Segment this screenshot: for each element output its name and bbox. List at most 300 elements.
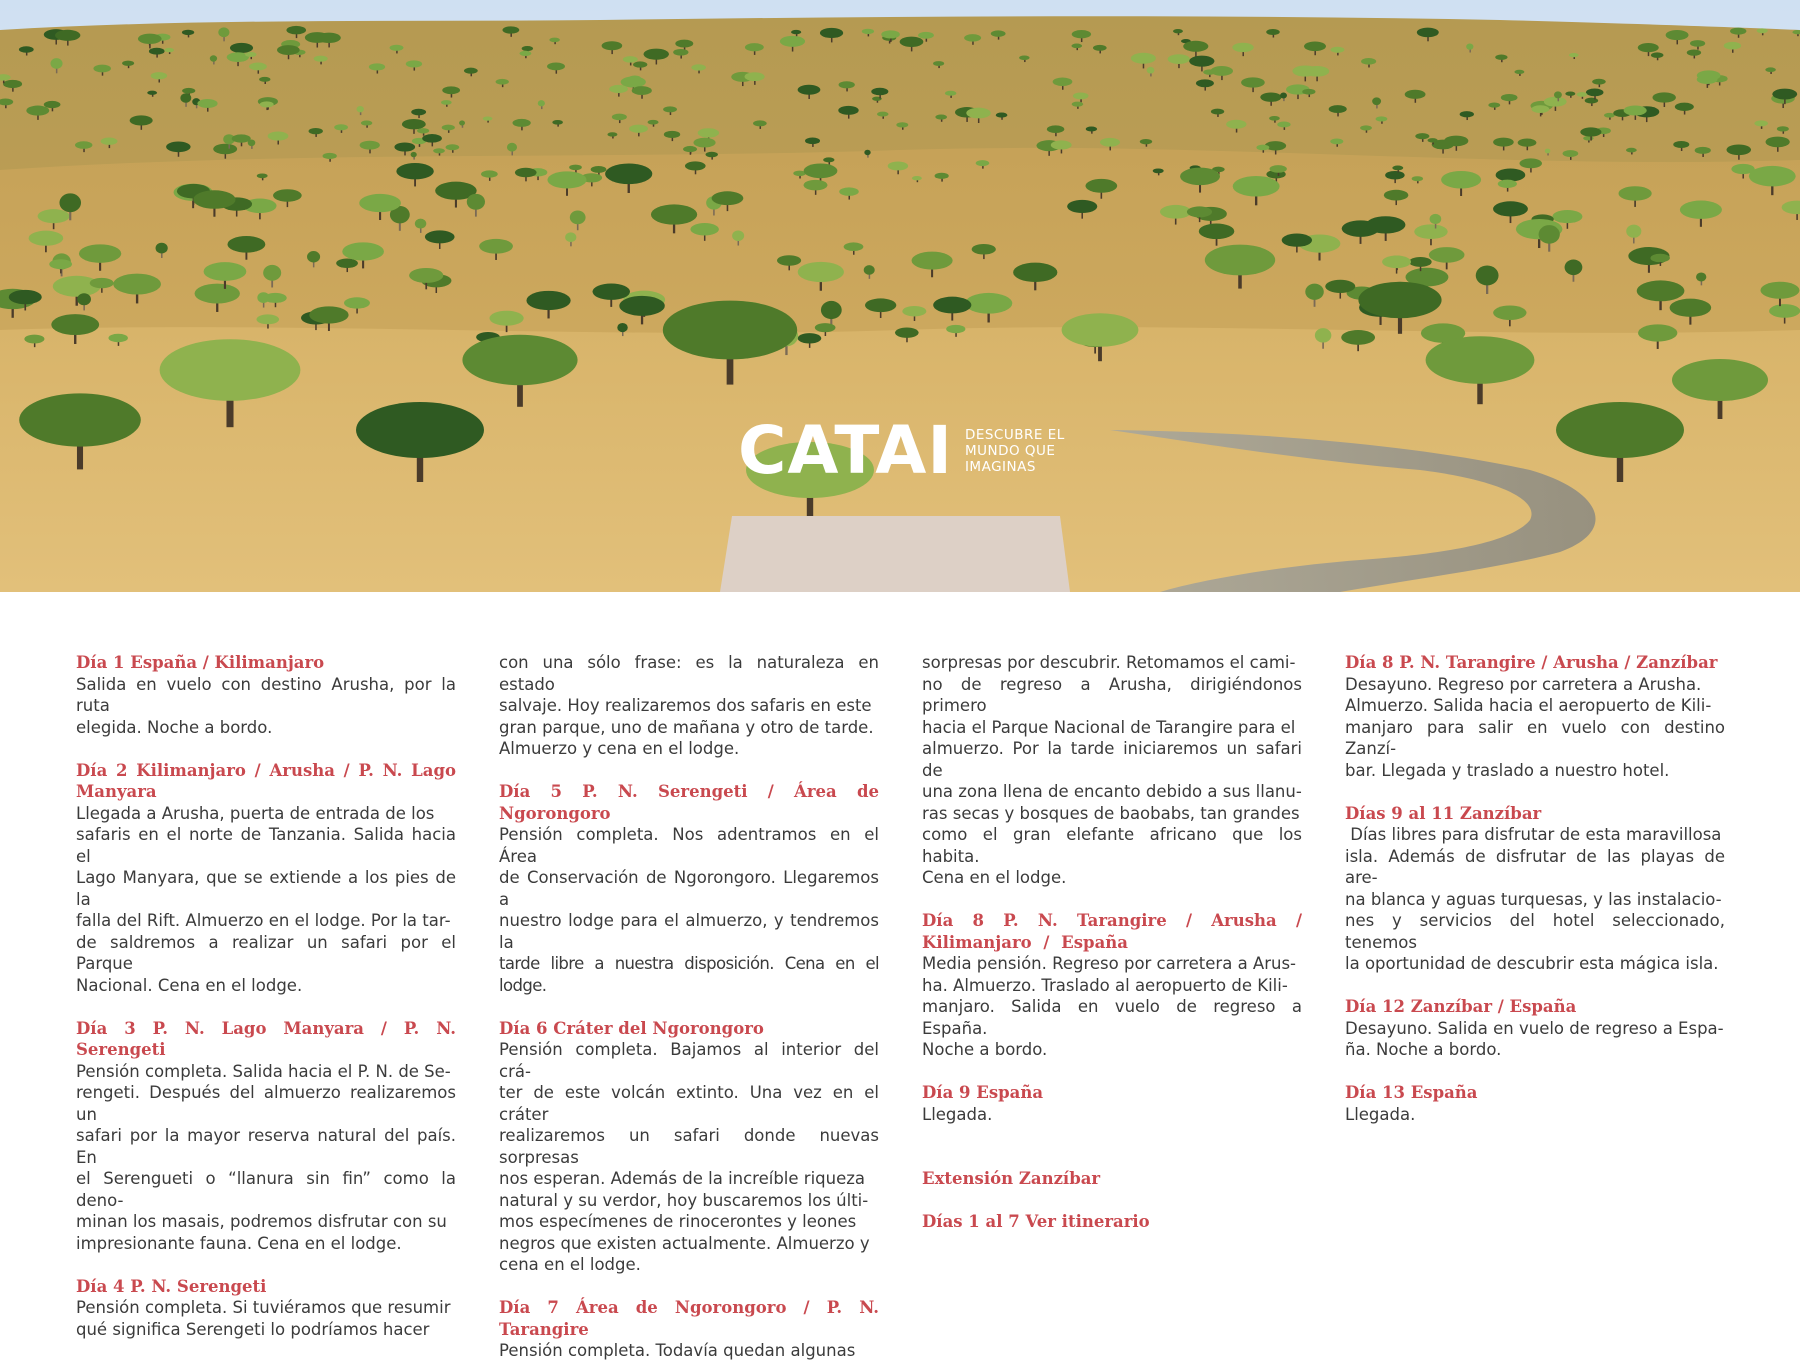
- tree-canopy: [1205, 245, 1275, 276]
- text-line: Llegada.: [1345, 1104, 1416, 1124]
- tree-canopy: [248, 139, 256, 146]
- catai-logo: [738, 412, 1065, 489]
- tree-canopy: [839, 81, 855, 88]
- tree-canopy: [1675, 103, 1694, 111]
- tree-canopy: [1441, 171, 1481, 189]
- tree-canopy: [51, 314, 99, 335]
- text-line: Desayuno. Regreso por carretera a Arusha.: [1345, 674, 1702, 694]
- text-line: Almuerzo. Salida hacia el aeropuerto de Kili-: [1345, 696, 1712, 715]
- tree-canopy: [918, 32, 934, 39]
- tree-canopy: [1666, 30, 1689, 40]
- tree-canopy: [26, 106, 49, 116]
- text-line: con una sólo frase: es la naturaleza en estado: [499, 653, 879, 694]
- tree-canopy: [623, 56, 638, 63]
- text-line: almuerzo. Por la tarde iniciaremos un safari de: [922, 739, 1302, 780]
- tree-canopy: [1652, 92, 1675, 102]
- tree-canopy: [259, 77, 270, 82]
- tree-canopy: [101, 138, 118, 145]
- tree-canopy: [1430, 214, 1442, 224]
- tree-canopy: [1493, 201, 1528, 216]
- tree-canopy: [1325, 280, 1355, 293]
- tree-canopy: [675, 40, 693, 48]
- tree-canopy: [844, 242, 864, 251]
- tree-canopy: [433, 148, 445, 153]
- tree-canopy: [149, 48, 165, 55]
- text-line: nos esperan. Además de la increíble riqueza: [499, 1169, 866, 1188]
- tree-canopy: [1385, 171, 1404, 180]
- tree-canopy: [1358, 282, 1441, 318]
- text-line: Media pensión. Regreso por carretera a Arus-: [922, 954, 1297, 973]
- tree-canopy: [1637, 280, 1685, 301]
- tree-canopy: [805, 138, 820, 145]
- tree-canopy: [24, 335, 44, 344]
- tree-canopy: [1563, 150, 1579, 157]
- tree-canopy: [1189, 56, 1214, 67]
- tree-canopy: [151, 72, 168, 79]
- tree-canopy: [1086, 127, 1097, 132]
- text-line: ha. Almuerzo. Traslado al aeropuerto de Kili-: [922, 975, 1288, 995]
- tree-canopy: [75, 141, 92, 149]
- tree-canopy: [1199, 224, 1235, 240]
- tree-canopy: [1493, 305, 1526, 320]
- tree-canopy: [1444, 136, 1468, 147]
- text-line: Noche a bordo.: [922, 1040, 1048, 1059]
- tree-canopy: [1476, 265, 1499, 285]
- tree-canopy: [1765, 67, 1776, 72]
- text-line: Desayuno. Salida en vuelo de regreso a Espa-: [1345, 1018, 1724, 1038]
- tree-canopy: [93, 65, 111, 73]
- tree-canopy: [838, 106, 858, 115]
- text-line: de Conservación de Ngorongoro. Llegaremos a: [499, 868, 879, 909]
- tree-canopy: [996, 113, 1008, 118]
- tree-canopy: [1409, 257, 1432, 267]
- text-line: elegida. Noche a bordo.: [76, 717, 273, 737]
- tree-canopy: [122, 61, 134, 66]
- tree-canopy: [182, 30, 194, 35]
- tree-canopy: [965, 293, 1012, 314]
- title-tab: [720, 516, 1070, 592]
- tree-canopy: [1376, 116, 1388, 121]
- tree-canopy: [976, 160, 990, 166]
- tree-canopy: [1256, 145, 1269, 151]
- text-line: tarde libre a nuestra disposición. Cena en el lodge.: [499, 954, 879, 995]
- tree-canopy: [90, 278, 114, 288]
- tree-canopy: [507, 143, 517, 152]
- tree-canopy: [3, 80, 22, 88]
- text-line: Días libres para disfrutar de esta maravillosa: [1345, 825, 1722, 844]
- tree-canopy: [38, 209, 70, 223]
- tree-canopy: [712, 191, 744, 205]
- tree-canopy: [411, 109, 426, 116]
- tree-canopy: [798, 333, 822, 343]
- text-line: Llegada a Arusha, puerta de entrada de los: [76, 803, 435, 823]
- tree-canopy: [1724, 42, 1741, 50]
- text-line: safaris en el norte de Tanzania. Salida hacia el: [76, 825, 456, 866]
- tree-canopy: [1173, 29, 1183, 33]
- tree-canopy: [467, 194, 485, 210]
- tree-canopy: [698, 128, 719, 137]
- day-heading: Día 4 P. N. Serengeti: [76, 1276, 267, 1296]
- tree-canopy: [406, 60, 422, 67]
- text-line: hacia el Parque Nacional de Tarangire para el: [922, 717, 1296, 737]
- tree-canopy: [791, 30, 801, 34]
- tree-canopy: [479, 239, 513, 254]
- tree-canopy: [691, 64, 706, 70]
- tree-canopy: [213, 144, 237, 154]
- tree-canopy: [1180, 168, 1220, 185]
- tree-canopy: [1670, 299, 1712, 317]
- day-heading: Día 8 P. N. Tarangire / Arusha / Zanzíbar: [1345, 653, 1718, 672]
- tree-canopy: [1673, 141, 1689, 148]
- day-heading: Día 1 España / Kilimanjaro: [76, 653, 325, 672]
- text-line: una zona llena de encanto debido a sus llanu-: [922, 782, 1302, 801]
- tree-canopy: [1651, 52, 1664, 58]
- tree-canopy: [1382, 255, 1411, 268]
- tree-canopy: [113, 274, 161, 295]
- tree-canopy: [268, 132, 289, 141]
- tree-canopy: [1072, 30, 1091, 38]
- tree-canopy: [1531, 105, 1549, 113]
- tree-canopy: [230, 43, 253, 53]
- tree-canopy: [1466, 43, 1473, 49]
- tree-canopy: [1302, 89, 1315, 95]
- text-line: manjaro. Salida en vuelo de regreso a España.: [922, 997, 1302, 1038]
- tree-canopy: [602, 41, 623, 50]
- tree-canopy: [1384, 190, 1408, 201]
- tree-canopy: [1569, 53, 1579, 57]
- tree-canopy: [422, 134, 442, 143]
- tree-canopy: [446, 144, 460, 150]
- tree-canopy: [1019, 55, 1030, 60]
- tree-canopy: [1624, 105, 1647, 115]
- day-heading: Día 12 Zanzíbar / España: [1345, 997, 1577, 1016]
- tree-canopy: [256, 314, 279, 324]
- text-line: manjaro para salir en vuelo con destino Zanzí-: [1345, 717, 1725, 758]
- tree-canopy: [991, 30, 1006, 36]
- text-line: como el gran elefante africano que los habita.: [922, 825, 1302, 866]
- tree-canopy: [864, 150, 870, 156]
- tree-canopy: [683, 146, 697, 152]
- tree-canopy: [227, 236, 265, 253]
- tree-canopy: [972, 244, 996, 255]
- tree-canopy: [1428, 138, 1438, 142]
- tree-canopy: [417, 128, 429, 133]
- tree-canopy: [273, 189, 302, 202]
- tree-canopy: [1577, 92, 1588, 97]
- text-line: gran parque, uno de mañana y otro de tarde.: [499, 717, 874, 737]
- tree-canopy: [1519, 158, 1542, 168]
- tree-canopy: [130, 115, 153, 125]
- tree-canopy: [218, 27, 229, 37]
- day-heading: Día 5 P. N. Serengeti / Área de Ngorongoro: [499, 782, 879, 823]
- text-line: Pensión completa. Salida hacia el P. N. de Se-: [76, 1061, 451, 1081]
- tree-canopy: [1696, 272, 1706, 281]
- text-line: ras secas y bosques de baobabs, tan grandes: [922, 803, 1300, 823]
- tree-canopy: [946, 325, 965, 333]
- text-line: Lago Manyara, que se extiende a los pies de la: [76, 868, 456, 909]
- tree-canopy: [1496, 168, 1526, 181]
- tree-canopy: [344, 297, 370, 308]
- tree-canopy: [933, 61, 944, 66]
- tree-canopy: [1366, 216, 1406, 233]
- tree-canopy: [204, 262, 247, 281]
- tree-canopy: [1100, 138, 1120, 147]
- tree-canopy: [442, 125, 455, 131]
- tree-canopy: [633, 61, 647, 67]
- tree-canopy: [1241, 77, 1265, 87]
- brand-name: CATAI: [738, 412, 953, 489]
- tree-canopy: [1417, 28, 1439, 38]
- tree-canopy: [629, 125, 648, 133]
- tree-canopy: [156, 243, 168, 254]
- tree-canopy: [277, 45, 300, 55]
- tree-canopy: [1153, 168, 1164, 173]
- tree-canopy: [648, 120, 659, 125]
- tree-canopy: [777, 255, 801, 266]
- tree-canopy: [1650, 254, 1670, 263]
- day-heading: Día 3 P. N. Lago Manyara / P. N. Serengeti: [76, 1018, 456, 1059]
- tree-canopy: [745, 43, 764, 51]
- text-line: cena en el lodge.: [499, 1255, 641, 1274]
- tree-canopy: [50, 58, 62, 69]
- tree-canopy: [673, 49, 688, 56]
- tree-canopy: [314, 56, 328, 62]
- tree-canopy: [411, 152, 417, 157]
- tree-canopy: [402, 119, 426, 129]
- tree-canopy: [1583, 136, 1593, 141]
- text-line: Llegada.: [922, 1104, 993, 1124]
- day-heading: Día 7 Área de Ngorongoro / P. N. Tarangire: [499, 1298, 879, 1339]
- tree-canopy: [323, 153, 337, 159]
- tree-canopy: [591, 166, 607, 173]
- tree-canopy: [1085, 179, 1117, 193]
- tree-canopy: [617, 323, 628, 332]
- tree-canopy: [1072, 102, 1083, 107]
- tree-canopy: [409, 268, 443, 283]
- tree-canopy: [964, 34, 981, 41]
- tree-canopy: [1495, 55, 1507, 60]
- tree-canopy: [935, 114, 947, 119]
- tree-canopy: [232, 134, 251, 142]
- tree-canopy: [1315, 328, 1331, 342]
- tree-canopy: [945, 91, 957, 96]
- tree-canopy: [1545, 149, 1551, 154]
- extension-subheading: Días 1 al 7 Ver itinerario: [922, 1212, 1150, 1231]
- tree-canopy: [1539, 225, 1560, 244]
- tree-canopy: [933, 297, 971, 314]
- text-line: Almuerzo y cena en el lodge.: [499, 739, 740, 758]
- tree-canopy: [309, 128, 323, 134]
- tree-canopy: [912, 176, 922, 180]
- tree-canopy: [77, 293, 91, 305]
- tree-canopy: [160, 339, 301, 401]
- tree-canopy: [865, 298, 896, 312]
- text-line: sorpresas por descubrir. Retomamos el cami-: [922, 653, 1296, 672]
- tree-canopy: [862, 29, 874, 34]
- day-heading: Días 9 al 11 Zanzíbar: [1345, 803, 1542, 823]
- tree-canopy: [780, 36, 805, 47]
- tree-canopy: [1330, 47, 1344, 53]
- text-line: ter de este volcán extinto. Una vez en el cráter: [499, 1083, 879, 1124]
- text-line: na blanca y aguas turquesas, y las instalacio-: [1345, 889, 1722, 909]
- tree-canopy: [1695, 147, 1711, 154]
- tree-canopy: [59, 193, 81, 212]
- tree-canopy: [1051, 140, 1072, 149]
- text-line: negros que existen actualmente. Almuerzo y: [499, 1233, 870, 1253]
- tree-canopy: [1415, 133, 1429, 139]
- tree-canopy: [864, 265, 875, 275]
- text-line: falla del Rift. Almuerzo en el lodge. Por la tar-: [76, 911, 451, 930]
- tree-canopy: [705, 152, 717, 157]
- tree-canopy: [1690, 40, 1705, 47]
- text-line: safari por la mayor reserva natural del país. En: [76, 1126, 456, 1167]
- tree-canopy: [570, 211, 586, 225]
- tree-canopy: [1727, 144, 1751, 155]
- tree-canopy: [49, 259, 72, 269]
- tree-canopy: [1501, 94, 1518, 101]
- tree-canopy: [823, 157, 834, 162]
- tree-canopy: [1232, 43, 1253, 52]
- tree-canopy: [1754, 120, 1768, 126]
- tree-canopy: [1405, 90, 1426, 99]
- tree-canopy: [663, 301, 797, 360]
- tree-canopy: [1680, 201, 1722, 219]
- tree-canopy: [1769, 304, 1800, 318]
- tree-canopy: [1305, 284, 1324, 300]
- itinerary-column-3: [922, 652, 1302, 1233]
- tree-canopy: [1556, 402, 1684, 458]
- tree-canopy: [753, 120, 767, 126]
- tree-canopy: [1626, 225, 1641, 238]
- tree-canopy: [195, 284, 240, 304]
- tree-canopy: [881, 30, 900, 38]
- text-line: de saldremos a realizar un safari por el Parque: [76, 932, 456, 973]
- text-line: nes y servicios del hotel seleccionado, tenemos: [1345, 911, 1725, 952]
- tree-canopy: [442, 86, 460, 94]
- tree-canopy: [1160, 205, 1191, 219]
- text-line: Salida en vuelo con destino Arusha, por la ruta: [76, 674, 456, 715]
- tree-canopy: [1270, 165, 1287, 173]
- tree-canopy: [1518, 139, 1537, 147]
- tree-canopy: [888, 161, 908, 170]
- tree-canopy: [1329, 105, 1347, 113]
- tree-canopy: [1304, 41, 1326, 51]
- tree-canopy: [166, 142, 190, 153]
- tree-canopy: [912, 252, 953, 270]
- text-line: Pensión completa. Si tuviéramos que resumir: [76, 1298, 451, 1317]
- tree-canopy: [1226, 120, 1246, 129]
- tree-canopy: [1766, 137, 1790, 148]
- tree-canopy: [1414, 224, 1447, 239]
- tree-canopy: [935, 173, 949, 179]
- tree-canopy: [1592, 79, 1606, 85]
- tree-canopy: [593, 283, 630, 299]
- tree-canopy: [1757, 28, 1768, 33]
- tree-canopy: [257, 173, 268, 178]
- tree-canopy: [1626, 148, 1637, 153]
- tree-canopy: [1372, 97, 1381, 105]
- tree-canopy: [1073, 93, 1089, 100]
- tree-canopy: [309, 306, 348, 323]
- tree-canopy: [55, 30, 80, 41]
- tree-canopy: [44, 101, 61, 108]
- tree-canopy: [257, 292, 269, 303]
- tree-canopy: [317, 33, 341, 43]
- tree-canopy: [1565, 92, 1575, 96]
- tree-canopy: [902, 306, 926, 316]
- tree-canopy: [1269, 116, 1280, 121]
- tree-canopy: [1211, 109, 1224, 115]
- tree-canopy: [1071, 44, 1082, 49]
- tree-canopy: [804, 180, 828, 190]
- tree-canopy: [1672, 359, 1768, 401]
- tree-canopy: [552, 120, 563, 125]
- tree-canopy: [512, 119, 530, 127]
- tree-canopy: [1426, 336, 1535, 384]
- tree-canopy: [1498, 180, 1517, 188]
- tree-canopy: [441, 100, 452, 105]
- tree-canopy: [489, 311, 523, 326]
- day-heading: Día 13 España: [1345, 1083, 1478, 1102]
- tree-canopy: [164, 48, 174, 52]
- itinerary-column-2: [499, 652, 879, 1362]
- tree-canopy: [1488, 103, 1500, 108]
- tree-canopy: [1233, 176, 1280, 197]
- hero-landscape: [0, 0, 1800, 592]
- tree-canopy: [334, 124, 348, 130]
- day-heading: Día 6 Cráter del Ngorongoro: [499, 1018, 764, 1038]
- tree-canopy: [522, 46, 533, 51]
- tree-canopy: [286, 26, 306, 35]
- tree-canopy: [1586, 89, 1604, 97]
- text-line: minan los masais, podremos disfrutar con su: [76, 1212, 447, 1231]
- tree-canopy: [138, 34, 162, 44]
- extension-heading: Extensión Zanzíbar: [922, 1169, 1101, 1188]
- text-line: Pensión completa. Nos adentramos en el Área: [499, 825, 879, 866]
- tree-canopy: [1183, 41, 1208, 52]
- tree-canopy: [483, 117, 493, 121]
- tree-canopy: [1772, 89, 1797, 100]
- tree-canopy: [966, 108, 991, 119]
- tree-canopy: [1697, 75, 1718, 84]
- savanna-photo: [0, 0, 1800, 592]
- tree-canopy: [1619, 186, 1652, 201]
- tree-canopy: [260, 101, 274, 107]
- tree-canopy: [342, 242, 384, 260]
- tree-canopy: [1292, 65, 1317, 76]
- tree-canopy: [644, 49, 669, 60]
- tree-canopy: [356, 402, 484, 458]
- day-heading: Día 2 Kilimanjaro / Arusha / P. N. Lago Manyara: [76, 760, 456, 801]
- tree-canopy: [369, 63, 385, 70]
- tree-canopy: [249, 63, 267, 71]
- itinerary-column-4: [1345, 652, 1725, 1125]
- tree-canopy: [1412, 176, 1423, 181]
- tree-canopy: [609, 85, 628, 93]
- tree-canopy: [820, 28, 843, 38]
- tree-canopy: [336, 258, 358, 268]
- tree-canopy: [1749, 166, 1796, 186]
- tree-canopy: [459, 120, 465, 125]
- tree-canopy: [526, 291, 570, 310]
- text-line: la oportunidad de descubrir esta mágica isla.: [1345, 954, 1719, 973]
- text-line: Pensión completa. Todavía quedan algunas: [499, 1341, 856, 1360]
- text-line: impresionante fauna. Cena en el lodge.: [76, 1233, 402, 1253]
- tree-canopy: [1361, 58, 1376, 65]
- text-line: Cena en el lodge.: [922, 868, 1067, 887]
- tree-canopy: [1493, 138, 1514, 147]
- tree-canopy: [1585, 98, 1598, 104]
